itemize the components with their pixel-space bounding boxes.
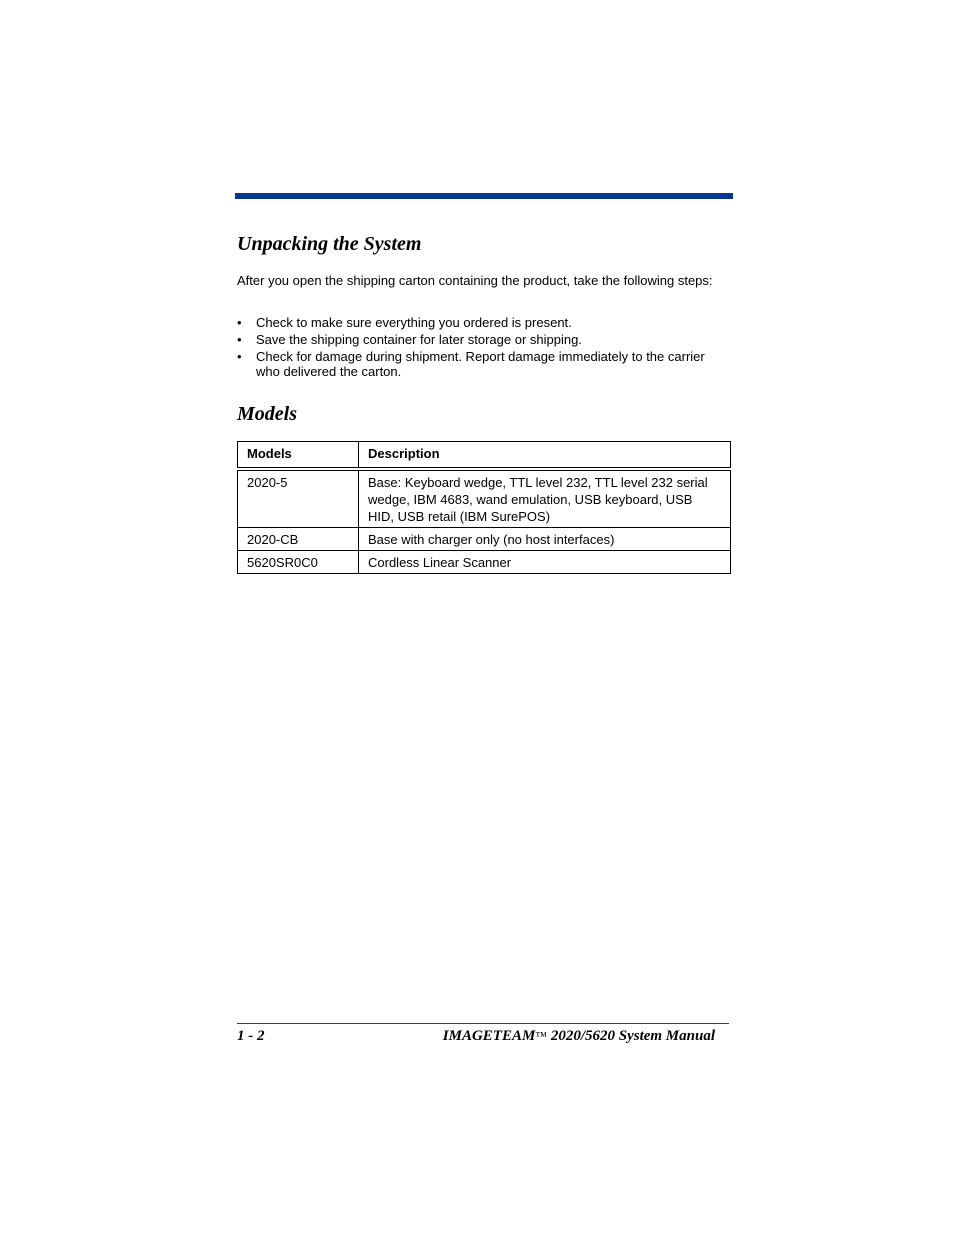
header-rule xyxy=(235,193,733,199)
section-heading-models: Models xyxy=(237,403,297,425)
manual-title xyxy=(443,1027,715,1045)
table-header-row xyxy=(238,442,731,470)
unpacking-steps-list xyxy=(237,316,727,382)
bullet-icon: • xyxy=(237,315,242,330)
description-cell: Base with charger only (no host interfaces) xyxy=(359,528,731,551)
bullet-icon: • xyxy=(237,349,242,364)
description-cell: Cordless Linear Scanner xyxy=(359,551,731,574)
trademark-symbol: ™ xyxy=(535,1029,548,1043)
table-row xyxy=(238,469,731,528)
model-cell: 5620SR0C0 xyxy=(238,551,359,574)
bullet-icon: • xyxy=(237,332,242,347)
section-heading-unpacking: Unpacking the System xyxy=(237,233,422,255)
column-header-description: Description xyxy=(359,442,731,470)
list-item-text: Check to make sure everything you ordered is present. xyxy=(256,315,572,330)
column-header-models: Models xyxy=(238,442,359,470)
description-cell: Base: Keyboard wedge, TTL level 232, TTL level 232 serial wedge, IBM 4683, wand emulation, USB keyboard, USB HID, USB retail (IBM SurePOS) xyxy=(359,469,731,528)
list-item-text: Save the shipping container for later storage or shipping. xyxy=(256,332,582,347)
intro-paragraph: After you open the shipping carton containing the product, take the following steps: xyxy=(237,273,713,288)
list-item xyxy=(237,316,727,331)
list-item xyxy=(237,333,727,348)
model-cell: 2020-5 xyxy=(238,469,359,528)
manual-title-suffix: 2020/5620 System Manual xyxy=(547,1028,715,1044)
list-item-text: Check for damage during shipment. Report damage immediately to the carrier who delivered the carton. xyxy=(256,349,705,379)
footer-rule xyxy=(237,1023,729,1024)
table-row xyxy=(238,551,731,574)
model-cell: 2020-CB xyxy=(238,528,359,551)
models-table xyxy=(237,441,731,574)
manual-title-prefix: IMAGETEAM xyxy=(442,1028,536,1044)
page-number: 1 - 2 xyxy=(237,1028,265,1044)
table-row xyxy=(238,528,731,551)
list-item xyxy=(237,350,727,379)
